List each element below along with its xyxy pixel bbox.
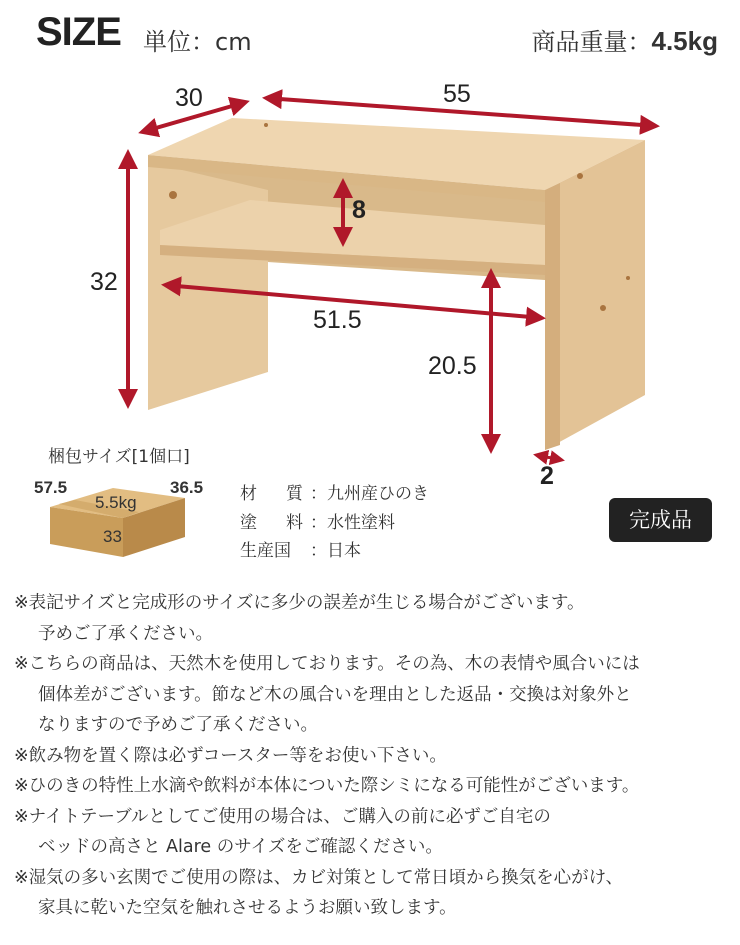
weight-prefix: 商品重量： <box>531 28 652 56</box>
spec-origin: 生産国 ：日本 <box>240 536 361 561</box>
note-item: ※飲み物を置く際は必ずコースター等をお使い下さい。 <box>14 745 447 766</box>
spec-key: 塗 料 <box>240 513 309 533</box>
package-right-dim: 36.5 <box>170 478 204 497</box>
unit-label: 単位：cm <box>143 28 252 56</box>
shelf-height-label: 20.5 <box>428 352 477 380</box>
depth-label: 30 <box>175 84 203 112</box>
package-title: 梱包サイズ[1個口] <box>48 447 190 467</box>
spec-paint: 塗 料：水性塗料 <box>240 508 395 533</box>
thickness-arrow <box>536 455 562 460</box>
height-label: 32 <box>90 268 118 296</box>
spec-key: 生産国 <box>240 541 291 561</box>
spec-value: 水性塗料 <box>327 513 395 533</box>
spec-key: 材 質 <box>240 484 309 504</box>
notes <box>14 588 730 924</box>
finished-badge: 完成品 <box>609 498 712 542</box>
package-height: 33 <box>103 527 122 546</box>
note-item: ※ナイトテーブルとしてご使用の場合は、ご購入の前に必ずご自宅の ベッドの高さと Alare のサイズをご確認ください。 <box>14 806 551 857</box>
product-drawing <box>0 0 740 470</box>
package-weight: 5.5kg <box>95 493 137 512</box>
package-left-dim: 57.5 <box>34 478 68 497</box>
width-label: 55 <box>443 80 471 108</box>
spec-material: 材 質：九州産ひのき <box>240 479 429 504</box>
spec-value: 九州産ひのき <box>327 484 429 504</box>
size-title: SIZE <box>36 10 121 54</box>
weight-value: 4.5kg <box>651 26 718 56</box>
knot <box>169 191 177 199</box>
spec-value: 日本 <box>327 541 361 561</box>
note-item: ※湿気の多い玄関でご使用の際は、カビ対策として常日頃から換気を心がけ、 家具に乾いた空気を触れさせるようお願い致します。 <box>14 867 623 918</box>
thickness-label: 2 <box>540 462 554 490</box>
shelf-gap-label: 8 <box>352 196 366 224</box>
note-item: ※ひのきの特性上水滴や飲料が本体についた際シミになる可能性がございます。 <box>14 776 640 796</box>
note-item: ※こちらの商品は、天然木を使用しております。その為、木の表情や風合いには 個体差がございます。節など木の風合いを理由とした返品・交換は対象外と なりますので予めご了承ください。 <box>14 654 640 735</box>
note-item: ※表記サイズと完成形のサイズに多少の誤差が生じる場合がございます。 予めご了承ください。 <box>14 593 585 644</box>
inner-width-label: 51.5 <box>313 306 362 334</box>
